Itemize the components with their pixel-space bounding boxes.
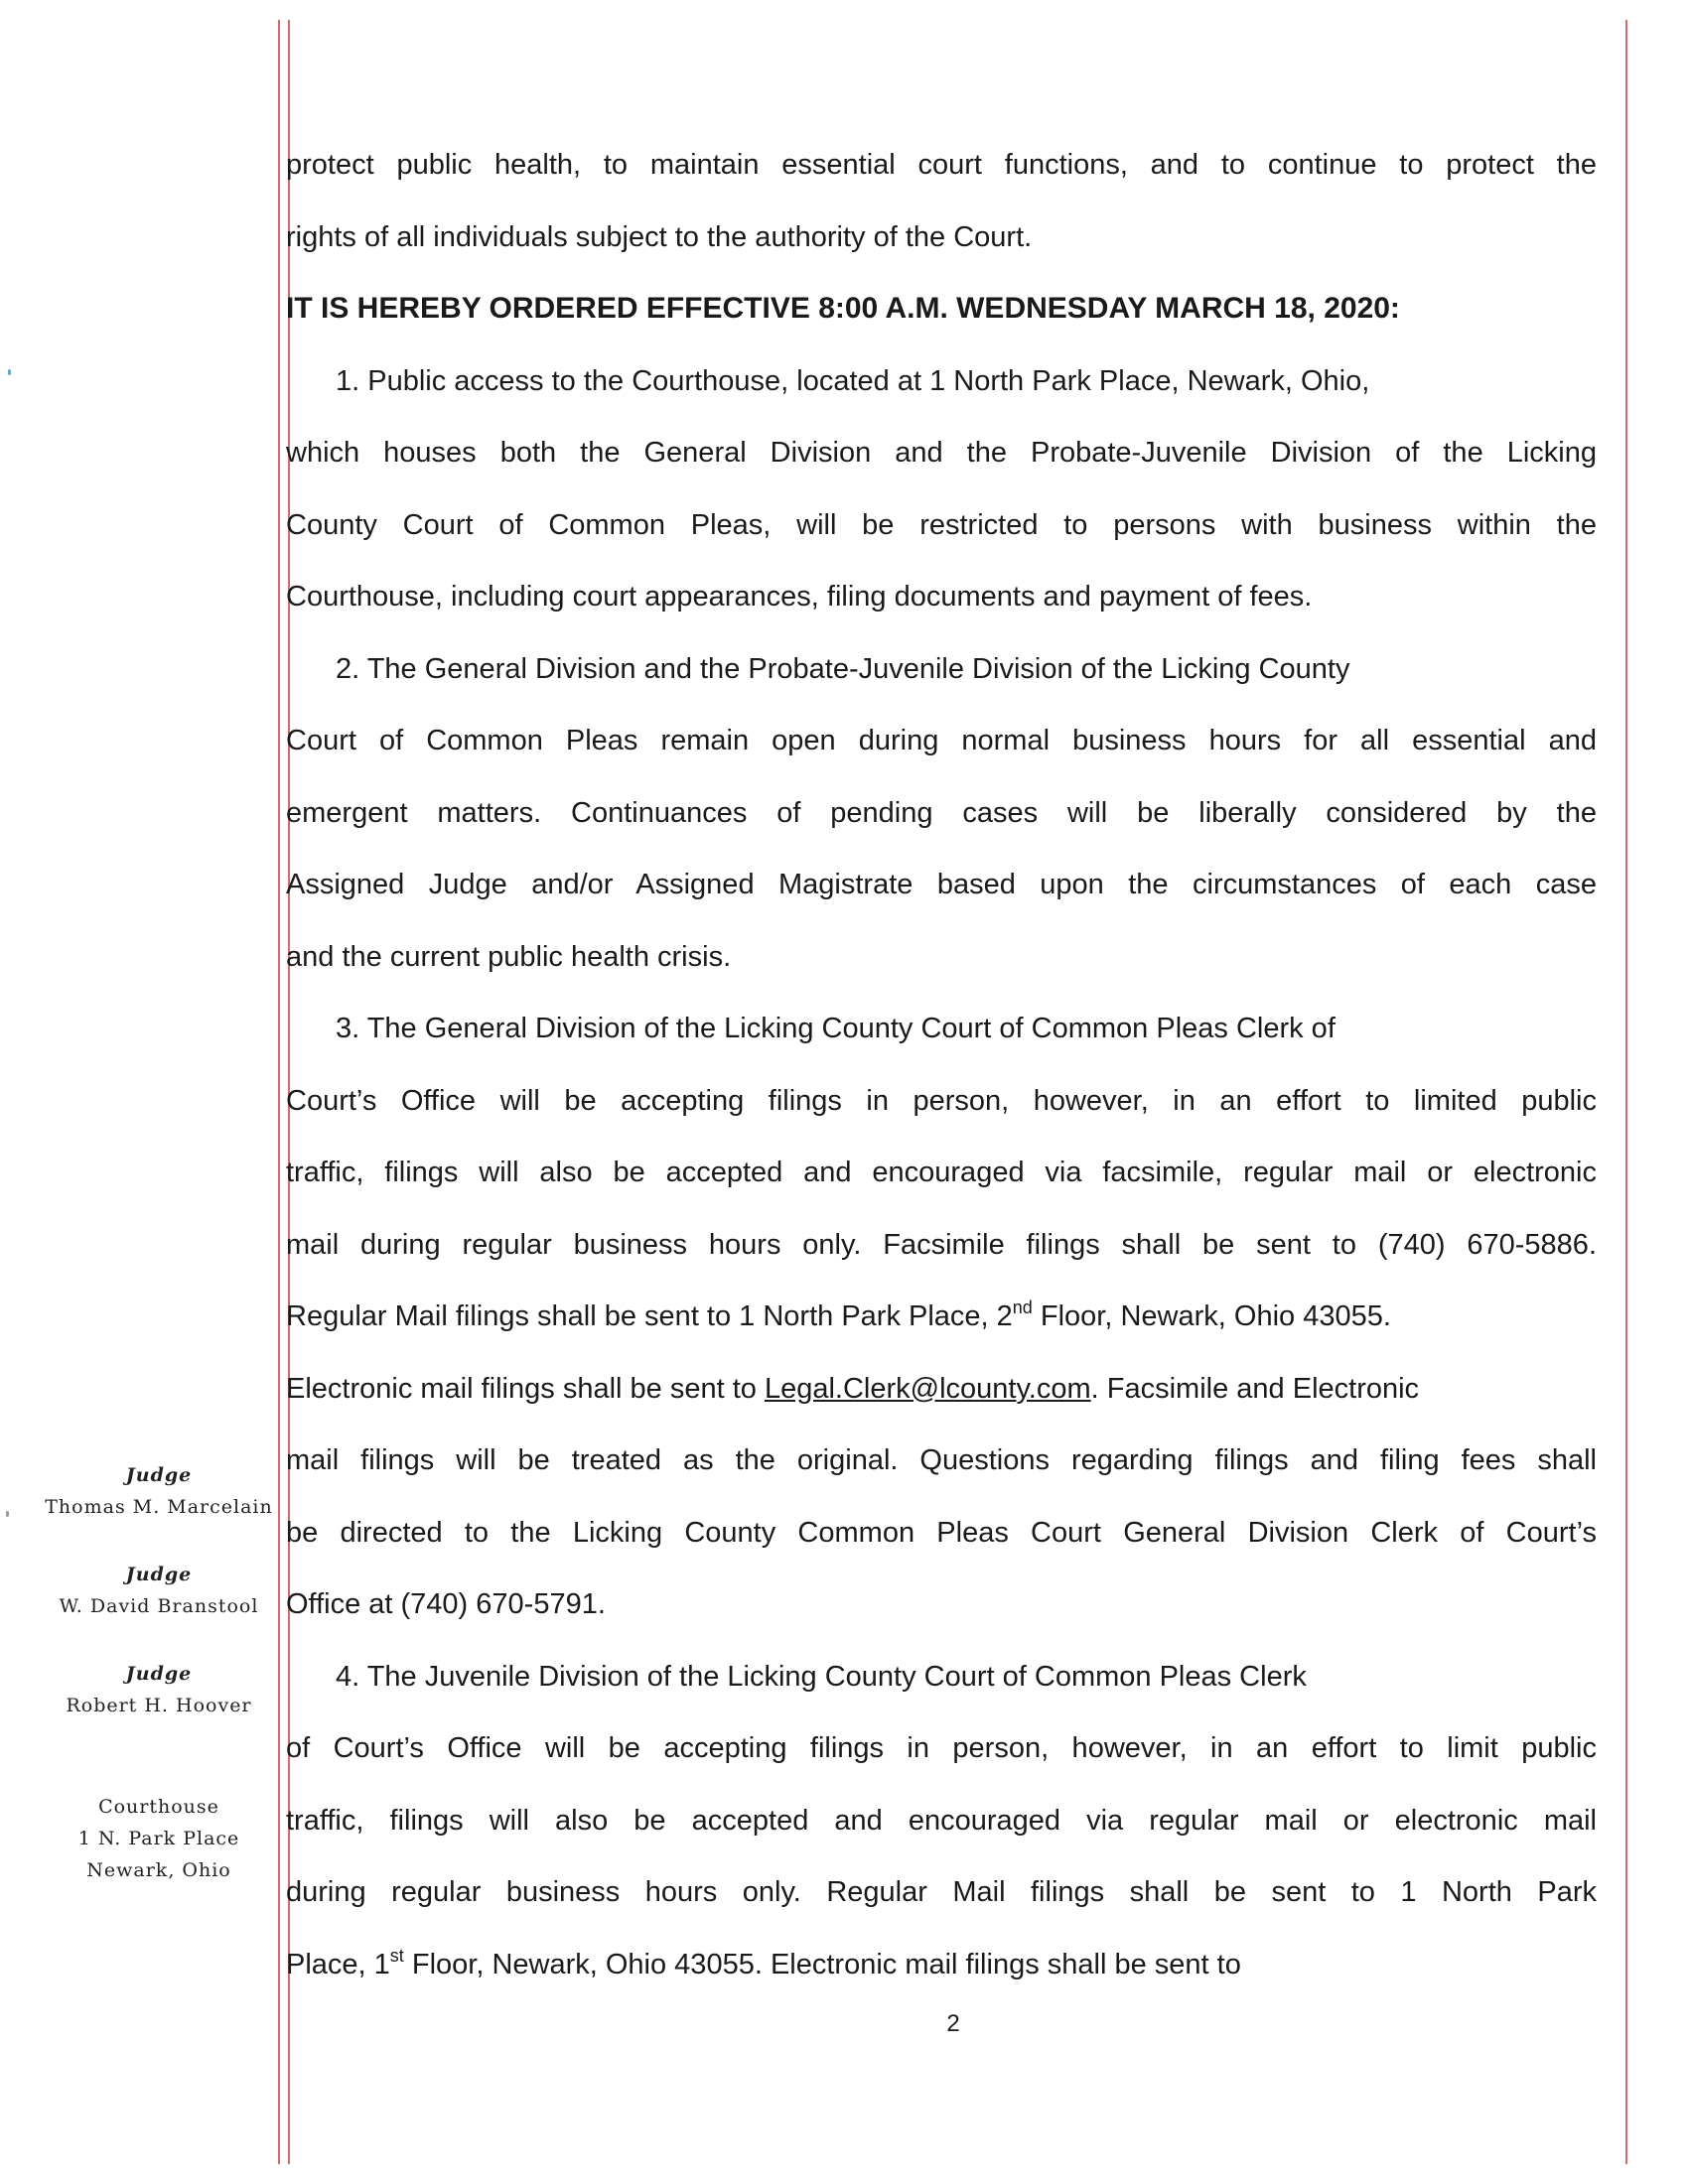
judge-name: Thomas M. Marcelain xyxy=(45,1496,273,1518)
body-line: mail filings will be treated as the original. Questions regarding filings and filing fees shall xyxy=(286,1444,1597,1476)
address-line: 1 N. Park Place xyxy=(77,1828,240,1849)
body-line: Court of Common Pleas remain open during normal business hours for all essential and xyxy=(286,725,1597,756)
body-line: of Court’s Office will be accepting filings in person, however, in an effort to limit public xyxy=(286,1732,1597,1764)
electronic-mail-text-end: . Facsimile and Electronic xyxy=(1090,1372,1420,1405)
body-line: during regular business hours only. Regular Mail filings shall be sent to 1 North Park xyxy=(286,1876,1597,1908)
judge-name: W. David Branstool xyxy=(59,1595,259,1617)
address-line: Courthouse xyxy=(98,1796,219,1818)
paragraph-4-start: 4. The Juvenile Division of the Licking County Court of Common Pleas Clerk xyxy=(336,1660,1307,1693)
body-line: emergent matters. Continuances of pending cases will be liberally considered by the xyxy=(286,796,1597,829)
regular-mail-text: Regular Mail filings shall be sent to 1 North Park Place, 2 xyxy=(286,1300,1013,1332)
judge-entry xyxy=(30,1459,288,1523)
paragraph-3-start: 3. The General Division of the Licking County Court of Common Pleas Clerk of xyxy=(336,1013,1336,1044)
body-line: Court’s Office will be accepting filings in person, however, in an effort to limited public xyxy=(286,1084,1597,1117)
body-line: which houses both the General Division and the Probate-Juvenile Division of the Licking xyxy=(286,437,1597,469)
body-line: traffic, filings will also be accepted and encouraged via regular mail or electronic mail xyxy=(286,1804,1597,1837)
order-body-text xyxy=(286,129,1597,2000)
judge-entry xyxy=(30,1658,288,1721)
scan-speck xyxy=(8,369,11,375)
courthouse-address xyxy=(30,1791,288,1886)
page-number: 2 xyxy=(946,2010,960,2037)
electronic-mail-line xyxy=(286,1353,1597,1426)
body-line: traffic, filings will also be accepted and encouraged via facsimile, regular mail or electronic xyxy=(286,1157,1597,1188)
ordinal-suffix: nd xyxy=(1012,1297,1033,1317)
judge-title: Judge xyxy=(125,1464,193,1486)
last-line-text: Place, 1 xyxy=(286,1948,390,1980)
body-line: County Court of Common Pleas, will be restricted to persons with business within the xyxy=(286,508,1597,541)
body-line: protect public health, to maintain essential court functions, and to continue to protect the xyxy=(286,149,1597,181)
paragraph-1-start: 1. Public access to the Courthouse, located at 1 North Park Place, Newark, Ohio, xyxy=(336,364,1370,397)
regular-mail-line xyxy=(286,1281,1597,1353)
judge-title: Judge xyxy=(125,1663,193,1685)
body-line: mail during regular business hours only. Facsimile filings shall be sent to (740) 670-5886. xyxy=(286,1228,1597,1261)
ordinal-suffix: st xyxy=(389,1945,404,1966)
address-line: Newark, Ohio xyxy=(86,1859,231,1881)
regular-mail-text-end: Floor, Newark, Ohio 43055. xyxy=(1032,1300,1391,1332)
judges-sidebar xyxy=(30,1459,288,1922)
margin-rule-right xyxy=(1625,20,1627,2164)
body-line: Office at (740) 670-5791. xyxy=(286,1588,606,1620)
electronic-mail-text: Electronic mail filings shall be sent to xyxy=(286,1372,765,1405)
last-line-text-end: Floor, Newark, Ohio 43055. Electronic mail filings shall be sent to xyxy=(403,1948,1241,1980)
body-line: and the current public health crisis. xyxy=(286,940,732,973)
judge-title: Judge xyxy=(125,1564,193,1585)
paragraph-2-start: 2. The General Division and the Probate-Juvenile Division of the Licking County xyxy=(336,652,1350,685)
last-line xyxy=(286,1929,1597,2001)
order-heading: IT IS HEREBY ORDERED EFFECTIVE 8:00 A.M. WEDNESDAY MARCH 18, 2020: xyxy=(286,292,1400,325)
body-line: be directed to the Licking County Common Pleas Court General Division Clerk of Court’s xyxy=(286,1516,1597,1549)
scan-speck xyxy=(6,1511,9,1517)
body-line: rights of all individuals subject to the authority of the Court. xyxy=(286,220,1033,253)
body-line: Courthouse, including court appearances, filing documents and payment of fees. xyxy=(286,581,1313,613)
body-line: Assigned Judge and/or Assigned Magistrate based upon the circumstances of each case xyxy=(286,869,1597,900)
clerk-email-link[interactable]: Legal.Clerk@lcounty.com xyxy=(764,1372,1091,1405)
judge-entry xyxy=(30,1559,288,1622)
judge-name: Robert H. Hoover xyxy=(66,1695,252,1716)
